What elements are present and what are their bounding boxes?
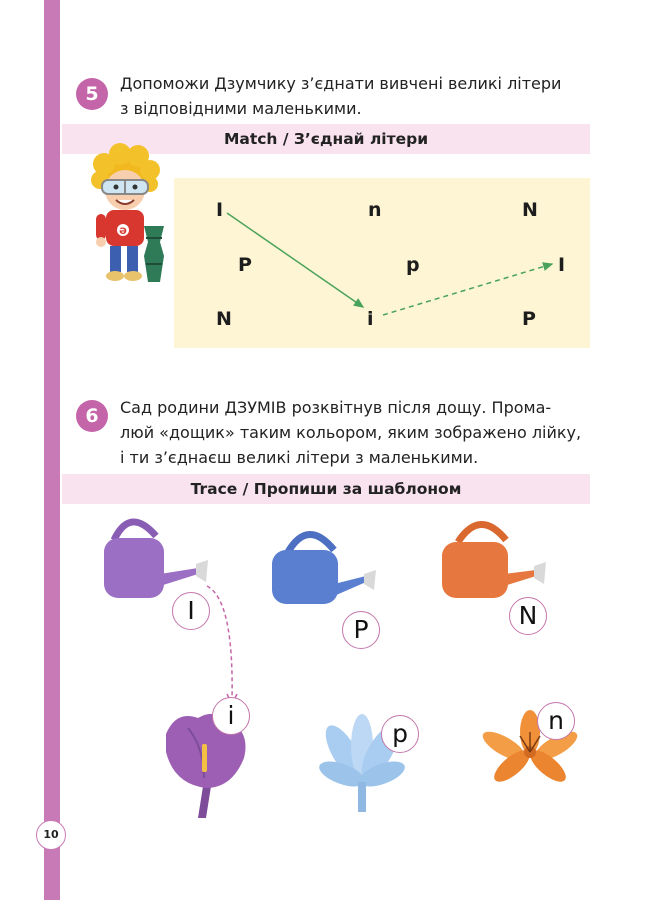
flower-letter-circle-2: p [381, 715, 419, 753]
task-5-banner: Match / З’єднай літери [62, 124, 590, 154]
task-6-line-2: люй «дощик» таким кольором, яким зображено лійку, [120, 423, 582, 442]
can-letter-circle-2: P [342, 611, 380, 649]
task-number-5: 5 [76, 78, 108, 110]
page-number: 10 [36, 820, 66, 850]
letter-P-capital: P [238, 254, 252, 276]
task-6-banner: Trace / Пропиши за шаблоном [62, 474, 590, 504]
can-letter-circle-1: I [172, 592, 210, 630]
task-6-line-3: і ти з’єднаєш великі літери з маленькими. [120, 448, 479, 467]
task-5-line-1: Допоможи Дзумчику з’єднати вивчені великі літери [120, 74, 562, 93]
task-5-line-2: з відповідними маленькими. [120, 99, 362, 118]
letter-I-capital: I [216, 199, 224, 221]
letter-p-small: p [406, 254, 420, 276]
can-letter-circle-3: N [509, 597, 547, 635]
letter-n-small: n [368, 199, 382, 221]
letter-P-capital-bottom: P [522, 308, 536, 330]
letter-N-capital-bottom: N [216, 308, 232, 330]
task-number-6: 6 [76, 400, 108, 432]
letter-N-capital: N [522, 199, 538, 221]
task-6-line-1: Сад родини ДЗУМІВ розквітнув після дощу. Прома- [120, 398, 552, 417]
letter-I-capital-right: I [558, 254, 566, 276]
flower-letter-circle-1: i [212, 697, 250, 735]
flower-letter-circle-3: n [537, 702, 575, 740]
letter-i-small: i [367, 308, 374, 330]
svg-text:Ə: Ə [119, 227, 127, 237]
